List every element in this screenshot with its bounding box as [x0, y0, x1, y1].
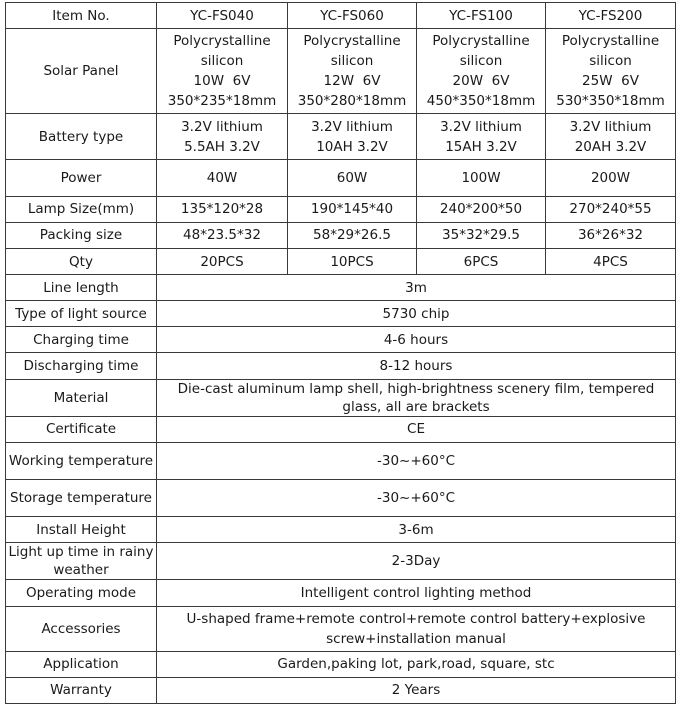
lamp-size-row [6, 196, 676, 222]
solar-line: 20W 6V [452, 73, 510, 90]
packing-size-fs100: 35*32*29.5 [417, 222, 546, 248]
solar-line: 350*280*18mm [297, 93, 407, 110]
model-fs100: YC-FS100 [417, 3, 546, 29]
certificate-row [6, 416, 676, 442]
accessories-row [6, 606, 676, 651]
qty-row [6, 249, 676, 275]
operating-mode-value: Intelligent control lighting method [157, 580, 676, 606]
model-fs040: YC-FS040 [157, 3, 288, 29]
solar-line: 25W 6V [582, 73, 639, 90]
qty-fs040: 20PCS [157, 249, 288, 275]
light-source-label: Type of light source [6, 301, 157, 327]
spec-table [5, 2, 676, 704]
line-length-label: Line length [6, 275, 157, 301]
lamp-size-label: Lamp Size(mm) [6, 196, 157, 222]
solar-line: Polycrystalline [173, 33, 271, 50]
warranty-value: 2 Years [157, 677, 676, 703]
install-height-row [6, 517, 676, 543]
battery-line: 3.2V lithium [440, 118, 522, 135]
solar-panel-label: Solar Panel [6, 29, 157, 114]
battery-line: 3.2V lithium [311, 118, 393, 135]
header-label: Item No. [6, 3, 157, 29]
lamp-size-fs060: 190*145*40 [288, 196, 417, 222]
install-height-value: 3-6m [157, 517, 676, 543]
battery-fs100 [417, 114, 546, 159]
discharging-time-row [6, 353, 676, 379]
battery-line: 15AH 3.2V [445, 138, 517, 155]
line-length-value: 3m [157, 275, 676, 301]
solar-panel-fs100 [417, 29, 546, 114]
power-fs060: 60W [288, 159, 417, 196]
battery-line: 5.5AH 3.2V [184, 138, 260, 155]
power-fs040: 40W [157, 159, 288, 196]
rainy-weather-label: Light up time in rainy weather [6, 543, 157, 580]
solar-line: 10W 6V [193, 73, 251, 90]
packing-size-fs060: 58*29*26.5 [288, 222, 417, 248]
discharging-time-label: Discharging time [6, 353, 157, 379]
solar-panel-row [6, 29, 676, 114]
lamp-size-fs100: 240*200*50 [417, 196, 546, 222]
solar-line: silicon [330, 53, 374, 70]
solar-panel-fs200 [546, 29, 676, 114]
solar-line: 12W 6V [323, 73, 381, 90]
charging-time-row [6, 327, 676, 353]
charging-time-label: Charging time [6, 327, 157, 353]
working-temperature-label: Working temperature [6, 442, 157, 479]
battery-line: 3.2V lithium [181, 118, 263, 135]
solar-line: 530*350*18mm [556, 93, 665, 110]
working-temperature-value: -30~+60°C [157, 442, 676, 479]
accessories-label: Accessories [6, 606, 157, 651]
material-row [6, 379, 676, 416]
install-height-label: Install Height [6, 517, 157, 543]
solar-line: 350*235*18mm [167, 93, 277, 110]
battery-line: 20AH 3.2V [574, 138, 647, 155]
certificate-value: CE [157, 416, 676, 442]
warranty-row [6, 677, 676, 703]
application-label: Application [6, 651, 157, 677]
lamp-size-fs040: 135*120*28 [157, 196, 288, 222]
operating-mode-row [6, 580, 676, 606]
solar-line: 450*350*18mm [426, 93, 536, 110]
solar-panel-fs060 [288, 29, 417, 114]
solar-line: silicon [589, 53, 632, 70]
accessories-value: U-shaped frame+remote control+remote control battery+explosive screw+installation manual [157, 606, 676, 651]
working-temperature-row [6, 442, 676, 479]
solar-panel-fs040 [157, 29, 288, 114]
packing-size-row [6, 222, 676, 248]
storage-temperature-label: Storage temperature [6, 480, 157, 517]
storage-temperature-row [6, 480, 676, 517]
solar-line: Polycrystalline [303, 33, 401, 50]
rainy-weather-value: 2-3Day [157, 543, 676, 580]
power-fs100: 100W [417, 159, 546, 196]
qty-fs100: 6PCS [417, 249, 546, 275]
battery-fs200 [546, 114, 676, 159]
material-value: Die-cast aluminum lamp shell, high-brightness scenery film, tempered glass, all are brackets [157, 379, 676, 416]
battery-fs060 [288, 114, 417, 159]
battery-label: Battery type [6, 114, 157, 159]
qty-label: Qty [6, 249, 157, 275]
application-value: Garden,paking lot, park,road, square, stc [157, 651, 676, 677]
power-row [6, 159, 676, 196]
storage-temperature-value: -30~+60°C [157, 480, 676, 517]
battery-fs040 [157, 114, 288, 159]
battery-line: 3.2V lithium [569, 118, 652, 135]
solar-line: silicon [459, 53, 503, 70]
battery-line: 10AH 3.2V [316, 138, 388, 155]
packing-size-fs040: 48*23.5*32 [157, 222, 288, 248]
operating-mode-label: Operating mode [6, 580, 157, 606]
solar-line: silicon [200, 53, 244, 70]
lamp-size-fs200: 270*240*55 [546, 196, 676, 222]
power-fs200: 200W [546, 159, 676, 196]
light-source-row [6, 301, 676, 327]
battery-row [6, 114, 676, 159]
rainy-weather-row [6, 543, 676, 580]
header-row [6, 3, 676, 29]
material-label: Material [6, 379, 157, 416]
charging-time-value: 4-6 hours [157, 327, 676, 353]
power-label: Power [6, 159, 157, 196]
light-source-value: 5730 chip [157, 301, 676, 327]
certificate-label: Certificate [6, 416, 157, 442]
model-fs060: YC-FS060 [288, 3, 417, 29]
qty-fs200: 4PCS [546, 249, 676, 275]
warranty-label: Warranty [6, 677, 157, 703]
qty-fs060: 10PCS [288, 249, 417, 275]
packing-size-label: Packing size [6, 222, 157, 248]
discharging-time-value: 8-12 hours [157, 353, 676, 379]
application-row [6, 651, 676, 677]
packing-size-fs200: 36*26*32 [546, 222, 676, 248]
solar-line: Polycrystalline [561, 33, 660, 50]
solar-line: Polycrystalline [432, 33, 530, 50]
model-fs200: YC-FS200 [546, 3, 676, 29]
line-length-row [6, 275, 676, 301]
